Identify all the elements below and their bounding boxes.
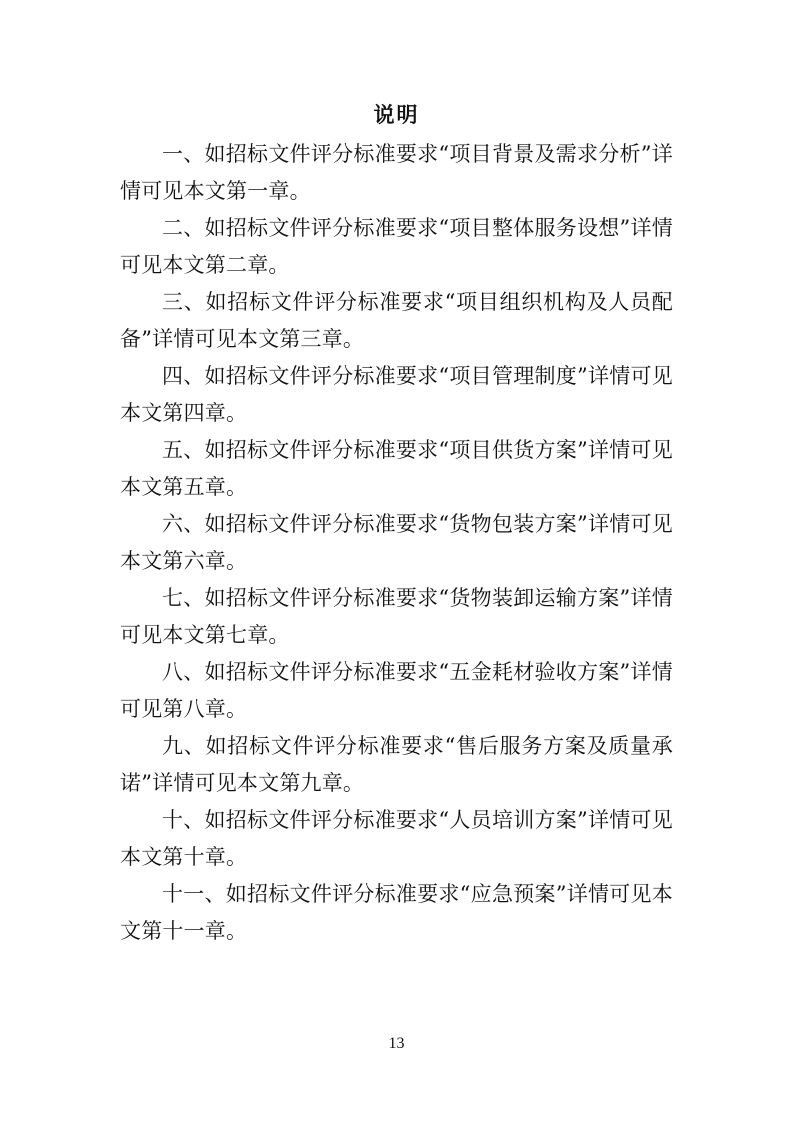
document-title: 说明 [373, 103, 420, 127]
paragraph-2: 二、如招标文件评分标准要求“项目整体服务设想”详情可见本文第二章。 [120, 216, 673, 277]
paragraph-7: 七、如招标文件评分标准要求“货物装卸运输方案”详情可见本文第七章。 [120, 586, 673, 647]
paragraph-6: 六、如招标文件评分标准要求“货物包装方案”详情可见本文第六章。 [120, 512, 673, 573]
page-number: 13 [388, 1035, 405, 1052]
paragraph-5: 五、如招标文件评分标准要求“项目供货方案”详情可见本文第五章。 [120, 438, 673, 499]
paragraph-1: 一、如招标文件评分标准要求“项目背景及需求分析”详情可见本文第一章。 [120, 142, 673, 203]
document-body [120, 136, 673, 950]
paragraph-11: 十一、如招标文件评分标准要求“应急预案”详情可见本文第十一章。 [120, 882, 673, 943]
paragraph-10: 十、如招标文件评分标准要求“人员培训方案”详情可见本文第十章。 [120, 808, 673, 869]
paragraph-3: 三、如招标文件评分标准要求“项目组织机构及人员配备”详情可见本文第三章。 [120, 290, 673, 351]
paragraph-9: 九、如招标文件评分标准要求“售后服务方案及质量承诺”详情可见本文第九章。 [120, 734, 673, 795]
paragraph-8: 八、如招标文件评分标准要求“五金耗材验收方案”详情可见第八章。 [120, 660, 673, 721]
paragraph-4: 四、如招标文件评分标准要求“项目管理制度”详情可见本文第四章。 [120, 364, 673, 425]
